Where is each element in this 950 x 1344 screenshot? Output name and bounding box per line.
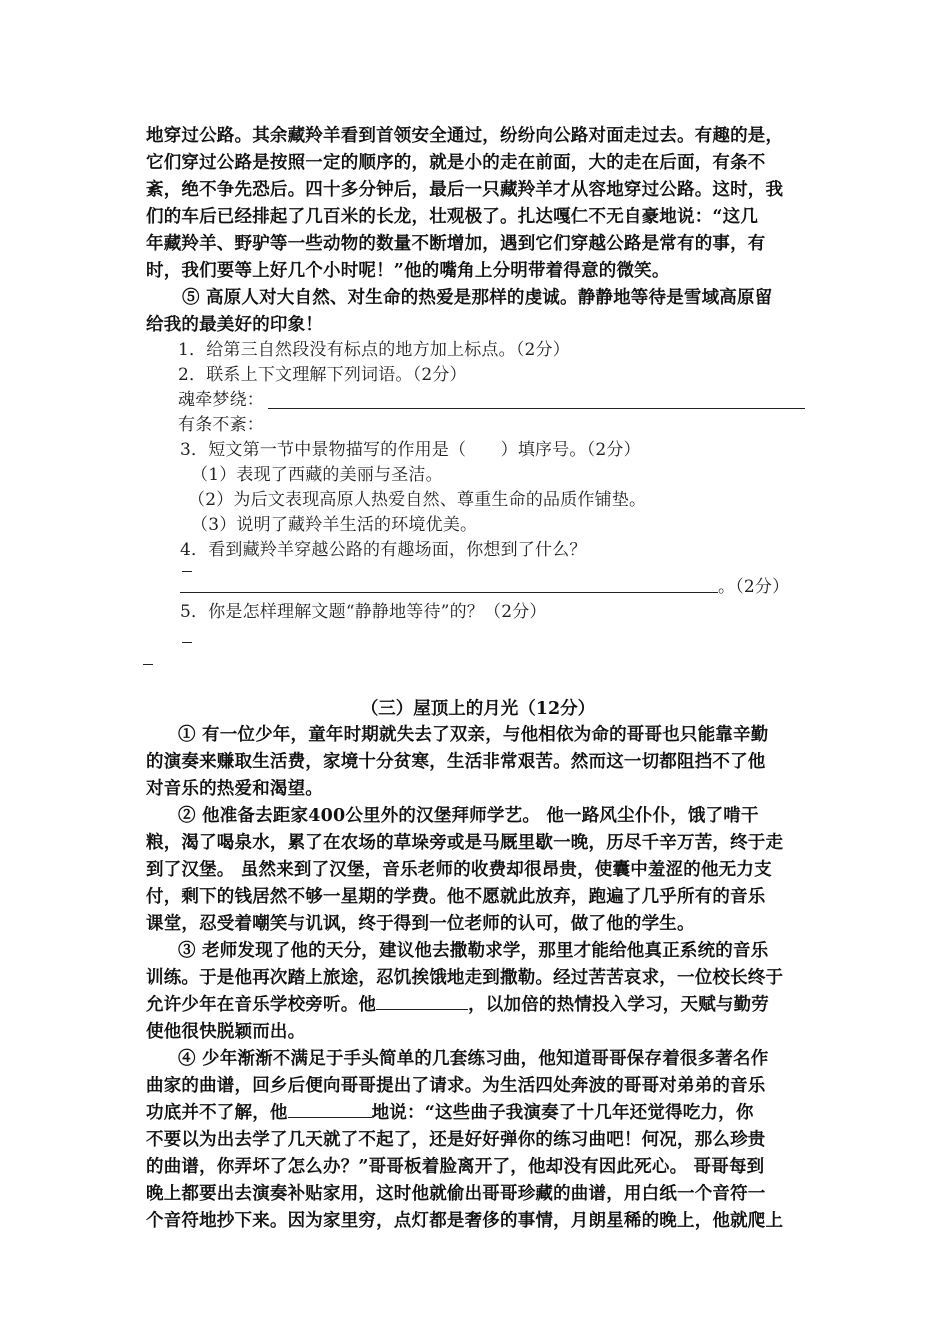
passage-line: 的曲谱，你弄坏了怎么办？”哥哥板着脸离开了，他却没有因此死心。 哥哥每到 [146,1157,765,1177]
passage-line: 给我的最美好的印象！ [146,315,323,335]
fill-blank[interactable] [288,1101,372,1118]
question-2: 2．联系上下文理解下列词语。（2分） [178,365,467,385]
answer-dash [182,642,192,643]
passage-line: 对音乐的热爱和渴望。 [146,779,323,799]
passage-line: 年藏羚羊、野驴等一些动物的数量不断增加，遇到它们穿越公路是常有的事，有 [146,234,766,254]
passage-line: ④ 少年渐渐不满足于手头简单的几套练习曲，他知道哥哥保存着很多著名作 [178,1049,769,1069]
passage-line: ③ 老师发现了他的天分，建议他去撒勒求学，那里才能给他真正系统的音乐 [178,941,769,961]
passage-line: 的演奏来赚取生活费，家境十分贫寒，生活非常艰苦。然而这一切都阻挡不了他 [146,752,766,772]
question-4: 4．看到藏羚羊穿越公路的有趣场面，你想到了什么？ [180,540,587,560]
answer-dash [182,571,192,572]
passage-line: 它们穿过公路是按照一定的顺序的，就是小的走在前面，大的走在后面，有条不 [146,153,766,173]
passage-line: 粮，渴了喝泉水，累了在农场的草垛旁或是马厩里歇一晚，历尽千辛万苦，终于走 [146,833,784,853]
passage-line: 到了汉堡。 虽然来到了汉堡，音乐老师的收费却很昂贵，使囊中羞涩的他无力支 [146,860,772,880]
passage-line [146,1101,810,1125]
passage-line: 时，我们要等上好几个小时呢！”他的嘴角上分明带着得意的微笑。 [146,261,670,281]
passage-line: 紊，绝不争先恐后。四十多分钟后，最后一只藏羚羊才从容地穿过公路。这时，我 [146,180,784,200]
answer-line[interactable] [180,592,718,593]
question-2b-label: 有条不紊： [178,415,264,435]
passage-line-part: 地说：“这些曲子我演奏了十几年还觉得吃力，你 [371,1103,754,1123]
passage-line [146,993,810,1017]
passage-line: 不要以为出去学了几天就了不起了，还是好好弹你的练习曲吧！何况，那么珍贵 [146,1130,766,1150]
passage-line: ⑤ 高原人对大自然、对生命的热爱是那样的虔诚。静静地等待是雪域高原留 [182,288,773,308]
passage-line: 们的车后已经排起了几百米的长龙，壮观极了。扎达嘎仁不无自豪地说：“这几 [146,207,759,227]
question-3-option-3: （3）说明了藏羚羊生活的环境优美。 [191,515,478,535]
passage-line: 课堂，忍受着嘲笑与讥讽，终于得到一位老师的认可，做了他的学生。 [146,914,695,934]
answer-line[interactable] [268,408,805,409]
passage-line-part: 允许少年在音乐学校旁听。他 [146,995,377,1015]
passage-line: ② 他准备去距家400公里外的汉堡拜师学艺。 他一路风尘仆仆，饿了啃干 [178,806,759,826]
passage-line: ① 有一位少年，童年时期就失去了双亲，与他相依为命的哥哥也只能靠辛勤 [178,725,769,745]
passage-line: 地穿过公路。其余藏羚羊看到首领安全通过，纷纷向公路对面走过去。有趣的是， [146,126,784,146]
passage-title: （三）屋顶上的月光（12分） [360,699,596,719]
passage-line: 曲家的曲谱，回乡后便向哥哥提出了请求。为生活四处奔波的哥哥对弟弟的音乐 [146,1076,766,1096]
passage-line: 训练。于是他再次踏上旅途，忍饥挨饿地走到撒勒。经过苦苦哀求，一位校长终于 [146,968,784,988]
question-3-option-1: （1）表现了西藏的美丽与圣洁。 [191,465,443,485]
answer-dash [143,664,153,665]
passage-line-part: ，以加倍的热情投入学习，天赋与勤劳 [468,995,770,1015]
passage-line: 付，剩下的钱居然不够一星期的学费。他不愿就此放弃，跑遍了几乎所有的音乐 [146,887,766,907]
question-3: 3．短文第一节中景物描写的作用是（ ）填序号。（2分） [180,440,641,460]
question-5: 5．你是怎样理解文题“静静地等待”的？（2分） [180,602,547,622]
question-2a-label: 魂牵梦绕： [178,390,264,410]
fill-blank[interactable] [376,993,468,1010]
passage-line: 使他很快脱颖而出。 [146,1022,306,1042]
question-1: 1．给第三自然段没有标点的地方加上标点。（2分） [178,340,570,360]
question-3-option-2: （2）为后文表现高原人热爱自然、尊重生命的品质作铺垫。 [188,490,647,510]
passage-line-part: 功底并不了解，他 [146,1103,288,1123]
passage-line: 个音符地抄下来。因为家里穷，点灯都是奢侈的事情，月朗星稀的晚上，他就爬上 [146,1211,784,1231]
question-4-score: 。（2分） [718,577,790,597]
passage-line: 晚上都要出去演奏补贴家用，这时他就偷出哥哥珍藏的曲谱，用白纸一个音符一 [146,1184,766,1204]
